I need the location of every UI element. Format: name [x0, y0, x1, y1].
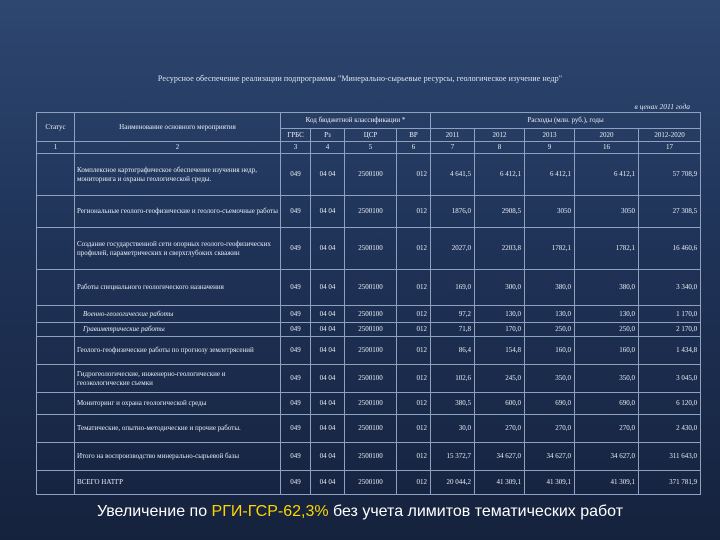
cell-2012: 41 309,1 — [475, 471, 525, 495]
cell-total: 1 170,0 — [639, 306, 701, 323]
cell-status — [37, 443, 75, 471]
cell-rz: 04 04 — [311, 337, 345, 365]
cell-vr: 012 — [397, 415, 431, 443]
cell-2011: 4 641,5 — [431, 154, 475, 196]
cell-grbs: 049 — [281, 323, 311, 337]
cell-vr: 012 — [397, 323, 431, 337]
cell-2012: 2908,5 — [475, 196, 525, 228]
cell-vr: 012 — [397, 365, 431, 393]
cell-total: 3 045,0 — [639, 365, 701, 393]
cell-grbs: 049 — [281, 337, 311, 365]
cell-rz: 04 04 — [311, 306, 345, 323]
cell-name: Гравиметрические работы — [75, 323, 281, 337]
cell-2020: 380,0 — [575, 270, 639, 306]
cell-status — [37, 393, 75, 415]
cell-name: Региональные геолого-геофизические и геолого-съемочные работы — [75, 196, 281, 228]
cell-vr: 012 — [397, 306, 431, 323]
table-row — [37, 228, 701, 270]
cell-2013: 270,0 — [525, 415, 575, 443]
cell-2013: 41 309,1 — [525, 471, 575, 495]
table-row — [37, 306, 701, 323]
column-number: 16 — [575, 142, 639, 154]
header-csr: ЦСР — [345, 129, 397, 142]
column-number: 7 — [431, 142, 475, 154]
cell-2012: 245,0 — [475, 365, 525, 393]
cell-2013: 3050 — [525, 196, 575, 228]
header-expenses: Расходы (млн. руб.), годы — [431, 113, 701, 129]
header-year-2012: 2012 — [475, 129, 525, 142]
cell-rz: 04 04 — [311, 443, 345, 471]
cell-rz: 04 04 — [311, 228, 345, 270]
cell-2011: 15 372,7 — [431, 443, 475, 471]
table-row — [37, 365, 701, 393]
cell-grbs: 049 — [281, 228, 311, 270]
cell-2011: 71,8 — [431, 323, 475, 337]
cell-total: 57 708,9 — [639, 154, 701, 196]
cell-2020: 160,0 — [575, 337, 639, 365]
cell-2012: 34 627,0 — [475, 443, 525, 471]
cell-2013: 380,0 — [525, 270, 575, 306]
column-number: 3 — [281, 142, 311, 154]
table-row — [37, 270, 701, 306]
cell-2013: 160,0 — [525, 337, 575, 365]
cell-total: 2 430,0 — [639, 415, 701, 443]
cell-2020: 1782,1 — [575, 228, 639, 270]
cell-2020: 3050 — [575, 196, 639, 228]
cell-vr: 012 — [397, 270, 431, 306]
cell-csr: 2500100 — [345, 393, 397, 415]
cell-status — [37, 471, 75, 495]
footer-note — [0, 503, 720, 521]
cell-rz: 04 04 — [311, 154, 345, 196]
cell-2020: 6 412,1 — [575, 154, 639, 196]
cell-2020: 34 627,0 — [575, 443, 639, 471]
cell-rz: 04 04 — [311, 323, 345, 337]
cell-name: Мониторинг и охрана геологической среды — [75, 393, 281, 415]
cell-2011: 169,0 — [431, 270, 475, 306]
cell-rz: 04 04 — [311, 196, 345, 228]
cell-status — [37, 415, 75, 443]
cell-2012: 170,0 — [475, 323, 525, 337]
cell-2012: 130,0 — [475, 306, 525, 323]
table-row — [37, 323, 701, 337]
column-number: 1 — [37, 142, 75, 154]
cell-2011: 1876,0 — [431, 196, 475, 228]
cell-2020: 41 309,1 — [575, 471, 639, 495]
header-year-2013: 2013 — [525, 129, 575, 142]
table-row — [37, 471, 701, 495]
cell-grbs: 049 — [281, 365, 311, 393]
column-number: 8 — [475, 142, 525, 154]
cell-name: Работы специального геологического назначения — [75, 270, 281, 306]
cell-2013: 250,0 — [525, 323, 575, 337]
cell-2011: 30,0 — [431, 415, 475, 443]
cell-vr: 012 — [397, 154, 431, 196]
footer-prefix: Увеличение по — [96, 503, 212, 520]
cell-grbs: 049 — [281, 306, 311, 323]
cell-2011: 2027,0 — [431, 228, 475, 270]
column-number: 17 — [639, 142, 701, 154]
cell-name: Комплексное картографическое обеспечение изучения недр, мониторинга и охраны геологической среды. — [75, 154, 281, 196]
cell-2012: 154,8 — [475, 337, 525, 365]
cell-csr: 2500100 — [345, 306, 397, 323]
cell-rz: 04 04 — [311, 393, 345, 415]
cell-2020: 350,0 — [575, 365, 639, 393]
cell-csr: 2500100 — [345, 228, 397, 270]
cell-2012: 300,0 — [475, 270, 525, 306]
cell-status — [37, 228, 75, 270]
cell-name: ВСЕГО НАТГР — [75, 471, 281, 495]
prices-note: в ценах 2011 года — [634, 102, 690, 111]
header-status: Статус — [37, 113, 75, 142]
document-title: Ресурсное обеспечение реализации подпрограммы "Минерально-сырьевые ресурсы, геологическое изучение недр" — [157, 74, 563, 83]
cell-total: 16 460,6 — [639, 228, 701, 270]
cell-grbs: 049 — [281, 471, 311, 495]
cell-rz: 04 04 — [311, 415, 345, 443]
cell-2020: 270,0 — [575, 415, 639, 443]
header-name: Наименование основного мероприятия — [75, 113, 281, 142]
column-number: 2 — [75, 142, 281, 154]
cell-total: 2 170,0 — [639, 323, 701, 337]
resource-table — [36, 112, 701, 495]
cell-2013: 350,0 — [525, 365, 575, 393]
cell-2012: 6 412,1 — [475, 154, 525, 196]
header-year-2011: 2011 — [431, 129, 475, 142]
cell-total: 311 643,0 — [639, 443, 701, 471]
cell-csr: 2500100 — [345, 415, 397, 443]
table-row — [37, 196, 701, 228]
cell-name: Геолого-геофизические работы по прогнозу землетрясений — [75, 337, 281, 365]
cell-rz: 04 04 — [311, 365, 345, 393]
header-rz: Рз — [311, 129, 345, 142]
cell-grbs: 049 — [281, 393, 311, 415]
header-grbs: ГРБС — [281, 129, 311, 142]
cell-2013: 6 412,1 — [525, 154, 575, 196]
cell-2011: 380,5 — [431, 393, 475, 415]
column-number: 5 — [345, 142, 397, 154]
cell-name: Итого на воспроизводство минерально-сырьевой базы — [75, 443, 281, 471]
cell-vr: 012 — [397, 393, 431, 415]
cell-status — [37, 306, 75, 323]
cell-vr: 012 — [397, 196, 431, 228]
footer-suffix: без учета лимитов тематических работ — [328, 503, 624, 520]
cell-grbs: 049 — [281, 270, 311, 306]
cell-vr: 012 — [397, 471, 431, 495]
cell-csr: 2500100 — [345, 365, 397, 393]
cell-name: Тематические, опытно-методические и прочие работы. — [75, 415, 281, 443]
cell-status — [37, 196, 75, 228]
table-row — [37, 415, 701, 443]
cell-csr: 2500100 — [345, 337, 397, 365]
cell-total: 1 434,8 — [639, 337, 701, 365]
footer-highlight: РГИ-ГСР-62,3% — [211, 503, 329, 520]
cell-csr: 2500100 — [345, 443, 397, 471]
header-year-2020: 2020 — [575, 129, 639, 142]
cell-2011: 102,6 — [431, 365, 475, 393]
cell-total: 371 781,9 — [639, 471, 701, 495]
cell-grbs: 049 — [281, 443, 311, 471]
column-number: 4 — [311, 142, 345, 154]
table-row — [37, 154, 701, 196]
cell-csr: 2500100 — [345, 196, 397, 228]
cell-csr: 2500100 — [345, 323, 397, 337]
header-total: 2012-2020 — [639, 129, 701, 142]
cell-2020: 250,0 — [575, 323, 639, 337]
cell-rz: 04 04 — [311, 270, 345, 306]
cell-2020: 130,0 — [575, 306, 639, 323]
cell-vr: 012 — [397, 443, 431, 471]
cell-2013: 130,0 — [525, 306, 575, 323]
cell-2013: 1782,1 — [525, 228, 575, 270]
cell-total: 3 340,0 — [639, 270, 701, 306]
table-row — [37, 393, 701, 415]
cell-name: Военно-геологические работы — [75, 306, 281, 323]
cell-2013: 34 627,0 — [525, 443, 575, 471]
cell-2012: 270,0 — [475, 415, 525, 443]
cell-name: Создание государственной сети опорных геолого-геофизических профилей, параметрических и сверхглубоких скважин — [75, 228, 281, 270]
cell-2011: 86,4 — [431, 337, 475, 365]
cell-rz: 04 04 — [311, 471, 345, 495]
cell-2012: 600,0 — [475, 393, 525, 415]
header-vr: ВР — [397, 129, 431, 142]
cell-total: 27 308,5 — [639, 196, 701, 228]
header-budget-code: Код бюджетной классификации * — [281, 113, 431, 129]
cell-status — [37, 323, 75, 337]
cell-status — [37, 270, 75, 306]
cell-status — [37, 154, 75, 196]
cell-2011: 97,2 — [431, 306, 475, 323]
column-number: 6 — [397, 142, 431, 154]
cell-grbs: 049 — [281, 415, 311, 443]
cell-name: Гидрогеологические, инженерно-геологические и геоэкологические съемки — [75, 365, 281, 393]
cell-csr: 2500100 — [345, 471, 397, 495]
cell-grbs: 049 — [281, 196, 311, 228]
cell-csr: 2500100 — [345, 154, 397, 196]
cell-2013: 690,0 — [525, 393, 575, 415]
cell-2020: 690,0 — [575, 393, 639, 415]
cell-2012: 2203,8 — [475, 228, 525, 270]
table-row — [37, 337, 701, 365]
table-row — [37, 443, 701, 471]
cell-vr: 012 — [397, 337, 431, 365]
cell-2011: 20 044,2 — [431, 471, 475, 495]
cell-grbs: 049 — [281, 154, 311, 196]
cell-status — [37, 365, 75, 393]
cell-vr: 012 — [397, 228, 431, 270]
cell-status — [37, 337, 75, 365]
column-number: 9 — [525, 142, 575, 154]
cell-csr: 2500100 — [345, 270, 397, 306]
cell-total: 6 120,0 — [639, 393, 701, 415]
